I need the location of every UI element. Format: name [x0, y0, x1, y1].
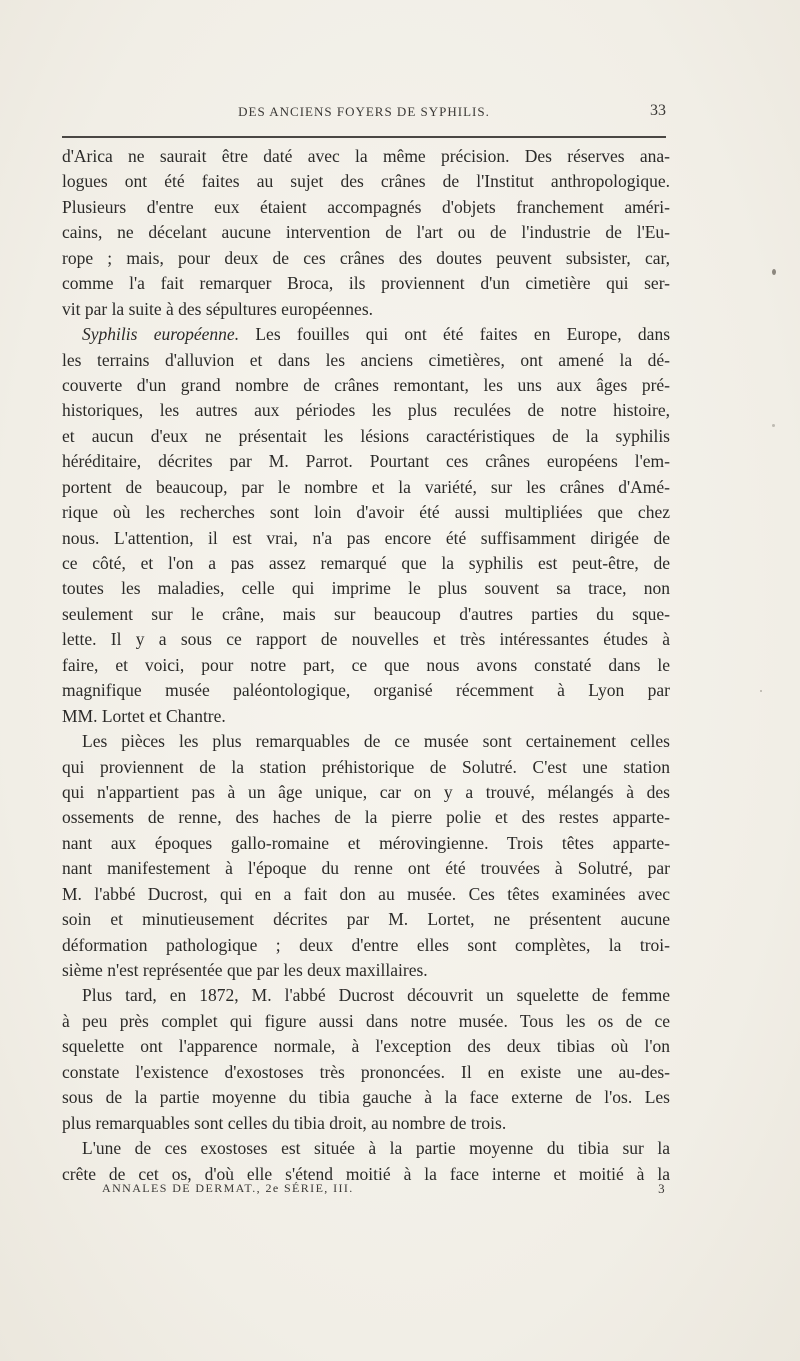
- text-line: M. l'abbé Ducrost, qui en a fait don au musée. Ces têtes examinées avec: [62, 883, 670, 904]
- paper-speck: [760, 690, 762, 692]
- text-line: qui n'appartient pas à un âge unique, car on y a trouvé, mélangés à des: [62, 781, 670, 802]
- footer: [62, 1181, 666, 1201]
- paragraph: [62, 1136, 670, 1187]
- text-line: rique où les recherches sont loin d'avoir été aussi multipliées que chez: [62, 502, 670, 523]
- paragraph: [62, 983, 670, 1136]
- text-line: portent de beaucoup, par le nombre et la variété, sur les crânes d'Amé-: [62, 476, 670, 497]
- text-line: ce côté, et l'on a pas assez remarqué que la syphilis est peut-être, de: [62, 553, 670, 573]
- text-line: plus remarquables sont celles du tibia droit, au nombre de trois.: [62, 1112, 507, 1133]
- text-line: qui proviennent de la station préhistorique de Solutré. C'est une station: [62, 756, 670, 777]
- text-line: constate l'existence d'exostoses très prononcées. Il en existe une au-des-: [62, 1061, 670, 1082]
- text-line: comme l'a fait remarquer Broca, ils proviennent d'un cimetière qui ser-: [62, 273, 670, 294]
- paragraph: [62, 729, 670, 983]
- paragraph: [62, 322, 670, 729]
- text-line: Syphilis européenne. Les fouilles qui ont été faites en Europe, dans: [82, 324, 671, 345]
- text-line: historiques, les autres aux périodes les plus reculées de notre histoire,: [62, 400, 670, 421]
- text-line: sous de la partie moyenne du tibia gauche à la face externe de l'os. Les: [62, 1087, 670, 1108]
- text-line: à peu près complet qui figure aussi dans notre musée. Tous les os de ce: [62, 1010, 670, 1031]
- text-line: crête de cet os, d'où elle s'étend moitié à la face interne et moitié à la: [62, 1163, 670, 1184]
- section-lead: Syphilis européenne.: [82, 324, 240, 345]
- paper-speck: [772, 269, 776, 275]
- text-line: et aucun d'eux ne présentait les lésions caractéristiques de la syphilis: [62, 425, 670, 446]
- text-line: d'Arica ne saurait être daté avec la même précision. Des réserves ana-: [62, 146, 670, 166]
- text-line: héréditaire, décrites par M. Parrot. Pourtant ces crânes européens l'em-: [62, 451, 670, 472]
- text-line: sième n'est représentée que par les deux maxillaires.: [62, 960, 428, 980]
- text-line: nous. L'attention, il est vrai, n'a pas encore été suffisamment dirigée de: [62, 527, 670, 548]
- text-line: faire, et voici, pour notre part, ce que nous avons constaté dans le: [62, 654, 670, 675]
- body-text: [62, 144, 670, 1187]
- text-line: toutes les maladies, celle qui imprime le plus souvent sa trace, non: [62, 578, 670, 599]
- running-head: [62, 104, 666, 128]
- text-line: soin et minutieusement décrites par M. Lortet, ne présentent aucune: [62, 909, 670, 930]
- text-line: vit par la suite à des sépultures européennes.: [62, 298, 374, 319]
- text-line: squelette ont l'apparence normale, à l'exception des deux tibias où l'on: [62, 1036, 670, 1057]
- paper-speck: [772, 424, 775, 427]
- text-line: logues ont été faites au sujet des crânes de l'Institut anthropologique.: [62, 171, 670, 192]
- text-line: Plus tard, en 1872, M. l'abbé Ducrost découvrit un squelette de femme: [82, 985, 670, 1006]
- text-line: MM. Lortet et Chantre.: [62, 705, 226, 726]
- text-line: cains, ne décelant aucune intervention de l'art ou de l'industrie de l'Eu-: [62, 222, 670, 243]
- header-rule: [62, 136, 666, 138]
- text-line: magnifique musée paléontologique, organisé récemment à Lyon par: [62, 680, 670, 701]
- text-line: Les pièces les plus remarquables de ce musée sont certainement celles: [82, 731, 670, 752]
- text-line: Plusieurs d'entre eux étaient accompagnés d'objets franchement améri-: [62, 196, 670, 217]
- signature-mark: ANNALES DE DERMAT., 2e SÉRIE, III.: [102, 1181, 354, 1195]
- text-line: couverte d'un grand nombre de crânes remontant, les uns aux âges pré-: [62, 374, 670, 395]
- page-number: 33: [650, 102, 666, 119]
- sheet-number: 3: [658, 1181, 666, 1196]
- text-line: nant manifestement à l'époque du renne ont été trouvées à Solutré, par: [62, 858, 670, 879]
- text-line: seulement sur le crâne, mais sur beaucoup d'autres parties du sque-: [62, 603, 670, 624]
- text-line: déformation pathologique ; deux d'entre elles sont complètes, la troi-: [62, 934, 670, 955]
- text-line: nant aux époques gallo-romaine et mérovingienne. Trois têtes apparte-: [62, 832, 670, 853]
- text-line: les terrains d'alluvion et dans les anciens cimetières, ont amené la dé-: [62, 349, 670, 370]
- paragraph: [62, 144, 670, 322]
- text-line: lette. Il y a sous ce rapport de nouvelles et très intéressantes études à: [62, 629, 670, 650]
- text-line: rope ; mais, pour deux de ces crânes des doutes peuvent subsister, car,: [62, 247, 670, 268]
- text-line: L'une de ces exostoses est située à la partie moyenne du tibia sur la: [82, 1138, 670, 1159]
- running-title: DES ANCIENS FOYERS DE SYPHILIS.: [238, 104, 490, 119]
- text-line: ossements de renne, des haches de la pierre polie et des restes apparte-: [62, 807, 670, 828]
